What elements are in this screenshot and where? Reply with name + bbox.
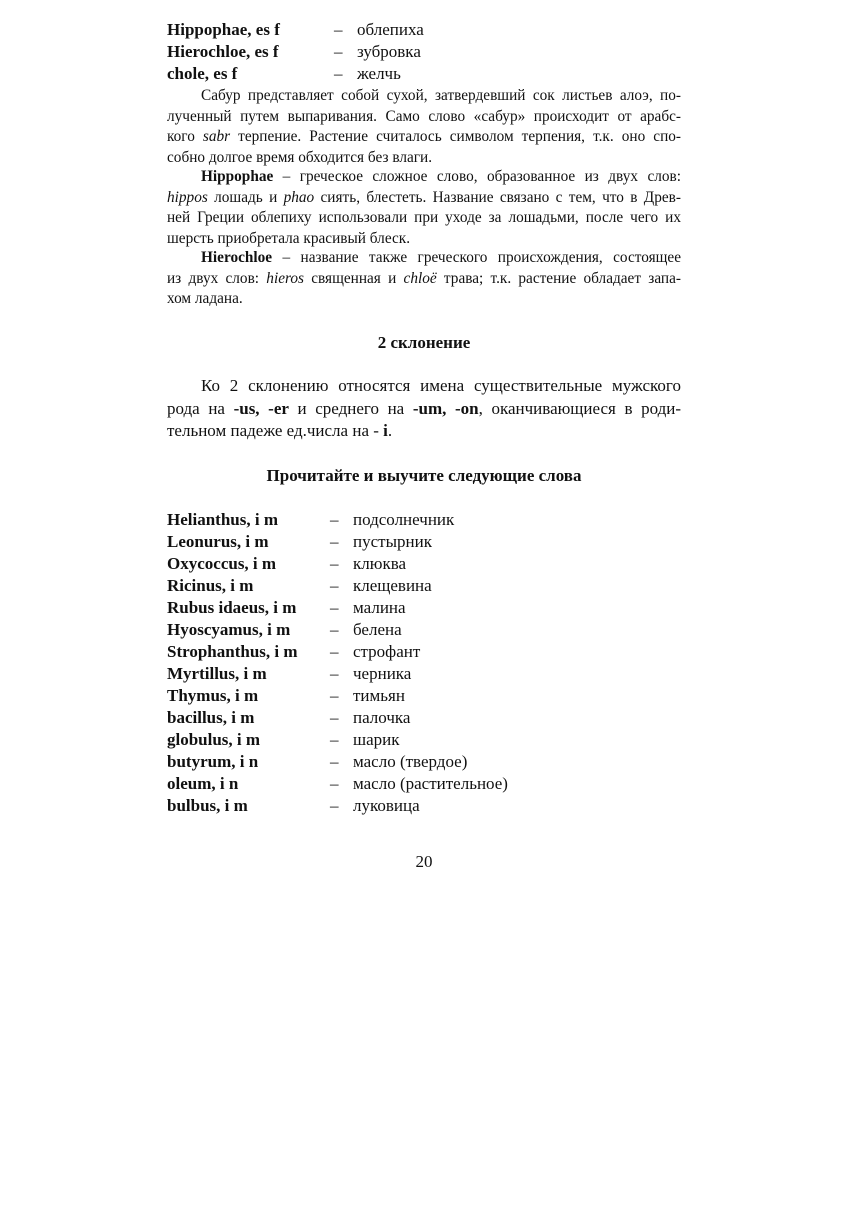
page-number: 20 xyxy=(415,852,433,871)
vocab-term: bacillus, i m xyxy=(167,708,255,727)
vocab-term: Strophanthus, i m xyxy=(167,642,298,661)
paragraph-line: Сабур представляет собой сухой, затвердевший сок листьев алоэ, по- xyxy=(201,87,681,104)
vocab-term: bulbus, i m xyxy=(167,796,248,815)
italic-term: hippos xyxy=(167,188,208,206)
vocab-dash: – xyxy=(330,730,339,749)
vocab-dash: – xyxy=(330,708,339,727)
vocab-meaning: подсолнечник xyxy=(353,510,455,529)
text-run: рода на xyxy=(167,398,234,418)
vocab-meaning: облепиха xyxy=(357,20,424,39)
paragraph-line xyxy=(167,167,681,188)
text-run: . xyxy=(387,421,393,440)
vocab-term: Hyoscyamus, i m xyxy=(167,620,291,639)
vocab-dash: – xyxy=(330,620,339,639)
paragraph-line: шерсть приобретала красивый блеск. xyxy=(167,229,411,247)
vocab-entry xyxy=(167,41,687,63)
bold-term: Hippophae xyxy=(201,168,274,185)
italic-term: sabr xyxy=(202,128,231,145)
vocab-meaning: масло (твердое) xyxy=(353,752,468,771)
vocab-entry xyxy=(167,707,687,729)
text-run: терпение. Растение считалось символом терпения, т.к. оно спо- xyxy=(230,128,681,145)
vocab-meaning: масло (растительное) xyxy=(353,774,508,793)
vocab-entry xyxy=(167,685,687,707)
bold-ending: -um, -on xyxy=(412,398,479,418)
vocab-dash: – xyxy=(334,64,343,83)
text-run: и среднего на xyxy=(288,398,413,418)
vocab-term: Leonurus, i m xyxy=(167,532,269,551)
vocab-dash: – xyxy=(330,532,339,551)
vocab-dash: – xyxy=(330,554,339,573)
text-run: из двух слов: xyxy=(167,269,267,287)
vocab-meaning: тимьян xyxy=(353,686,405,705)
paragraph-line: Ко 2 склонению относятся имена существительные мужского xyxy=(201,376,681,395)
vocab-term: Oxycoccus, i m xyxy=(167,554,277,573)
paragraph-line: лученный путем выпаривания. Само слово «сабур» происходит от арабс- xyxy=(167,107,681,125)
paragraph-hierochloe xyxy=(167,248,681,310)
vocab-meaning: палочка xyxy=(353,708,411,727)
vocab-entry xyxy=(167,729,687,751)
vocab-entry xyxy=(167,641,687,663)
declension-intro xyxy=(167,375,681,443)
text-run: кого xyxy=(167,128,203,145)
vocab-entry xyxy=(167,531,687,553)
text-run: сиять, блестеть. Название связано с тем, что в Древ- xyxy=(314,188,681,206)
vocab-term: Myrtillus, i m xyxy=(167,664,267,683)
vocab-meaning: клюква xyxy=(353,554,407,573)
vocab-term: Hippophae, es f xyxy=(167,20,280,39)
text-run: лошадь и xyxy=(207,188,284,206)
vocab-entry xyxy=(167,63,687,85)
text-run: – название также греческого происхождения, состоящее xyxy=(272,249,681,266)
vocab-entry xyxy=(167,597,687,619)
italic-term: chloë xyxy=(403,269,437,287)
vocab-term: butyrum, i n xyxy=(167,752,259,771)
vocab-meaning: шарик xyxy=(353,730,400,749)
vocab-dash: – xyxy=(330,686,339,705)
paragraph-hippophae xyxy=(167,167,681,249)
text-run: – греческое сложное слово, образованное из двух слов: xyxy=(273,168,681,185)
paragraph-line: ней Греции облепиху использовали при уходе за лошадьми, после чего их xyxy=(167,209,681,226)
vocab-dash: – xyxy=(330,576,339,595)
vocab-dash: – xyxy=(330,510,339,529)
vocab-meaning: желчь xyxy=(357,64,401,83)
vocab-term: chole, es f xyxy=(167,64,238,83)
text-run: трава; т.к. растение обладает запа- xyxy=(436,269,681,287)
vocab-term: Hierochloe, es f xyxy=(167,42,279,61)
bold-ending: -us, -er xyxy=(233,398,289,418)
paragraph-line: хом ладана. xyxy=(167,290,243,307)
bold-ending: i xyxy=(383,421,388,440)
vocab-dash: – xyxy=(330,774,339,793)
paragraph-line xyxy=(167,420,681,443)
vocab-meaning: луковица xyxy=(353,796,420,815)
vocab-entry xyxy=(167,575,687,597)
bold-term: Hierochloe xyxy=(201,249,273,266)
italic-term: phao xyxy=(283,188,315,206)
italic-term: hieros xyxy=(266,269,304,287)
vocab-entry xyxy=(167,795,687,817)
vocab-meaning: малина xyxy=(353,598,406,617)
vocab-dash: – xyxy=(330,642,339,661)
vocab-entry xyxy=(167,751,687,773)
paragraph-line xyxy=(167,398,681,421)
vocab-entry xyxy=(167,619,687,641)
vocab-term: oleum, i n xyxy=(167,774,239,793)
vocab-meaning: зубровка xyxy=(357,42,421,61)
vocab-dash: – xyxy=(334,42,343,61)
paragraph-sabur xyxy=(167,86,681,168)
vocab-meaning: белена xyxy=(353,620,402,639)
paragraph-line xyxy=(167,269,681,290)
vocab-entry xyxy=(167,773,687,795)
vocab-entry xyxy=(167,19,687,41)
vocab-term: Thymus, i m xyxy=(167,686,259,705)
vocab-meaning: черника xyxy=(353,664,412,683)
paragraph-line xyxy=(167,188,681,209)
text-run: , оканчивающиеся в роди- xyxy=(478,398,682,418)
vocab-term: Rubus idaeus, i m xyxy=(167,598,297,617)
main-vocabulary-list xyxy=(167,509,687,817)
vocab-meaning: клещевина xyxy=(353,576,432,595)
paragraph-line xyxy=(167,248,681,269)
top-vocabulary-list xyxy=(167,19,687,85)
vocab-term: globulus, i m xyxy=(167,730,261,749)
paragraph-line: собно долгое время обходится без влаги. xyxy=(167,148,433,166)
vocab-dash: – xyxy=(330,796,339,815)
section-heading: 2 склонение xyxy=(377,333,471,352)
vocab-entry xyxy=(167,553,687,575)
text-run: тельном падеже ед.числа на - xyxy=(167,421,384,440)
vocab-meaning: пустырник xyxy=(353,532,432,551)
vocab-dash: – xyxy=(330,752,339,771)
vocab-entry xyxy=(167,509,687,531)
vocab-dash: – xyxy=(330,598,339,617)
paragraph-line xyxy=(167,127,681,148)
vocab-dash: – xyxy=(330,664,339,683)
vocab-meaning: строфант xyxy=(353,642,421,661)
vocab-term: Ricinus, i m xyxy=(167,576,254,595)
vocab-dash: – xyxy=(334,20,343,39)
vocab-entry xyxy=(167,663,687,685)
vocab-term: Helianthus, i m xyxy=(167,510,278,529)
text-run: священная и xyxy=(303,269,404,287)
vocabulary-heading: Прочитайте и выучите следующие слова xyxy=(266,466,582,485)
